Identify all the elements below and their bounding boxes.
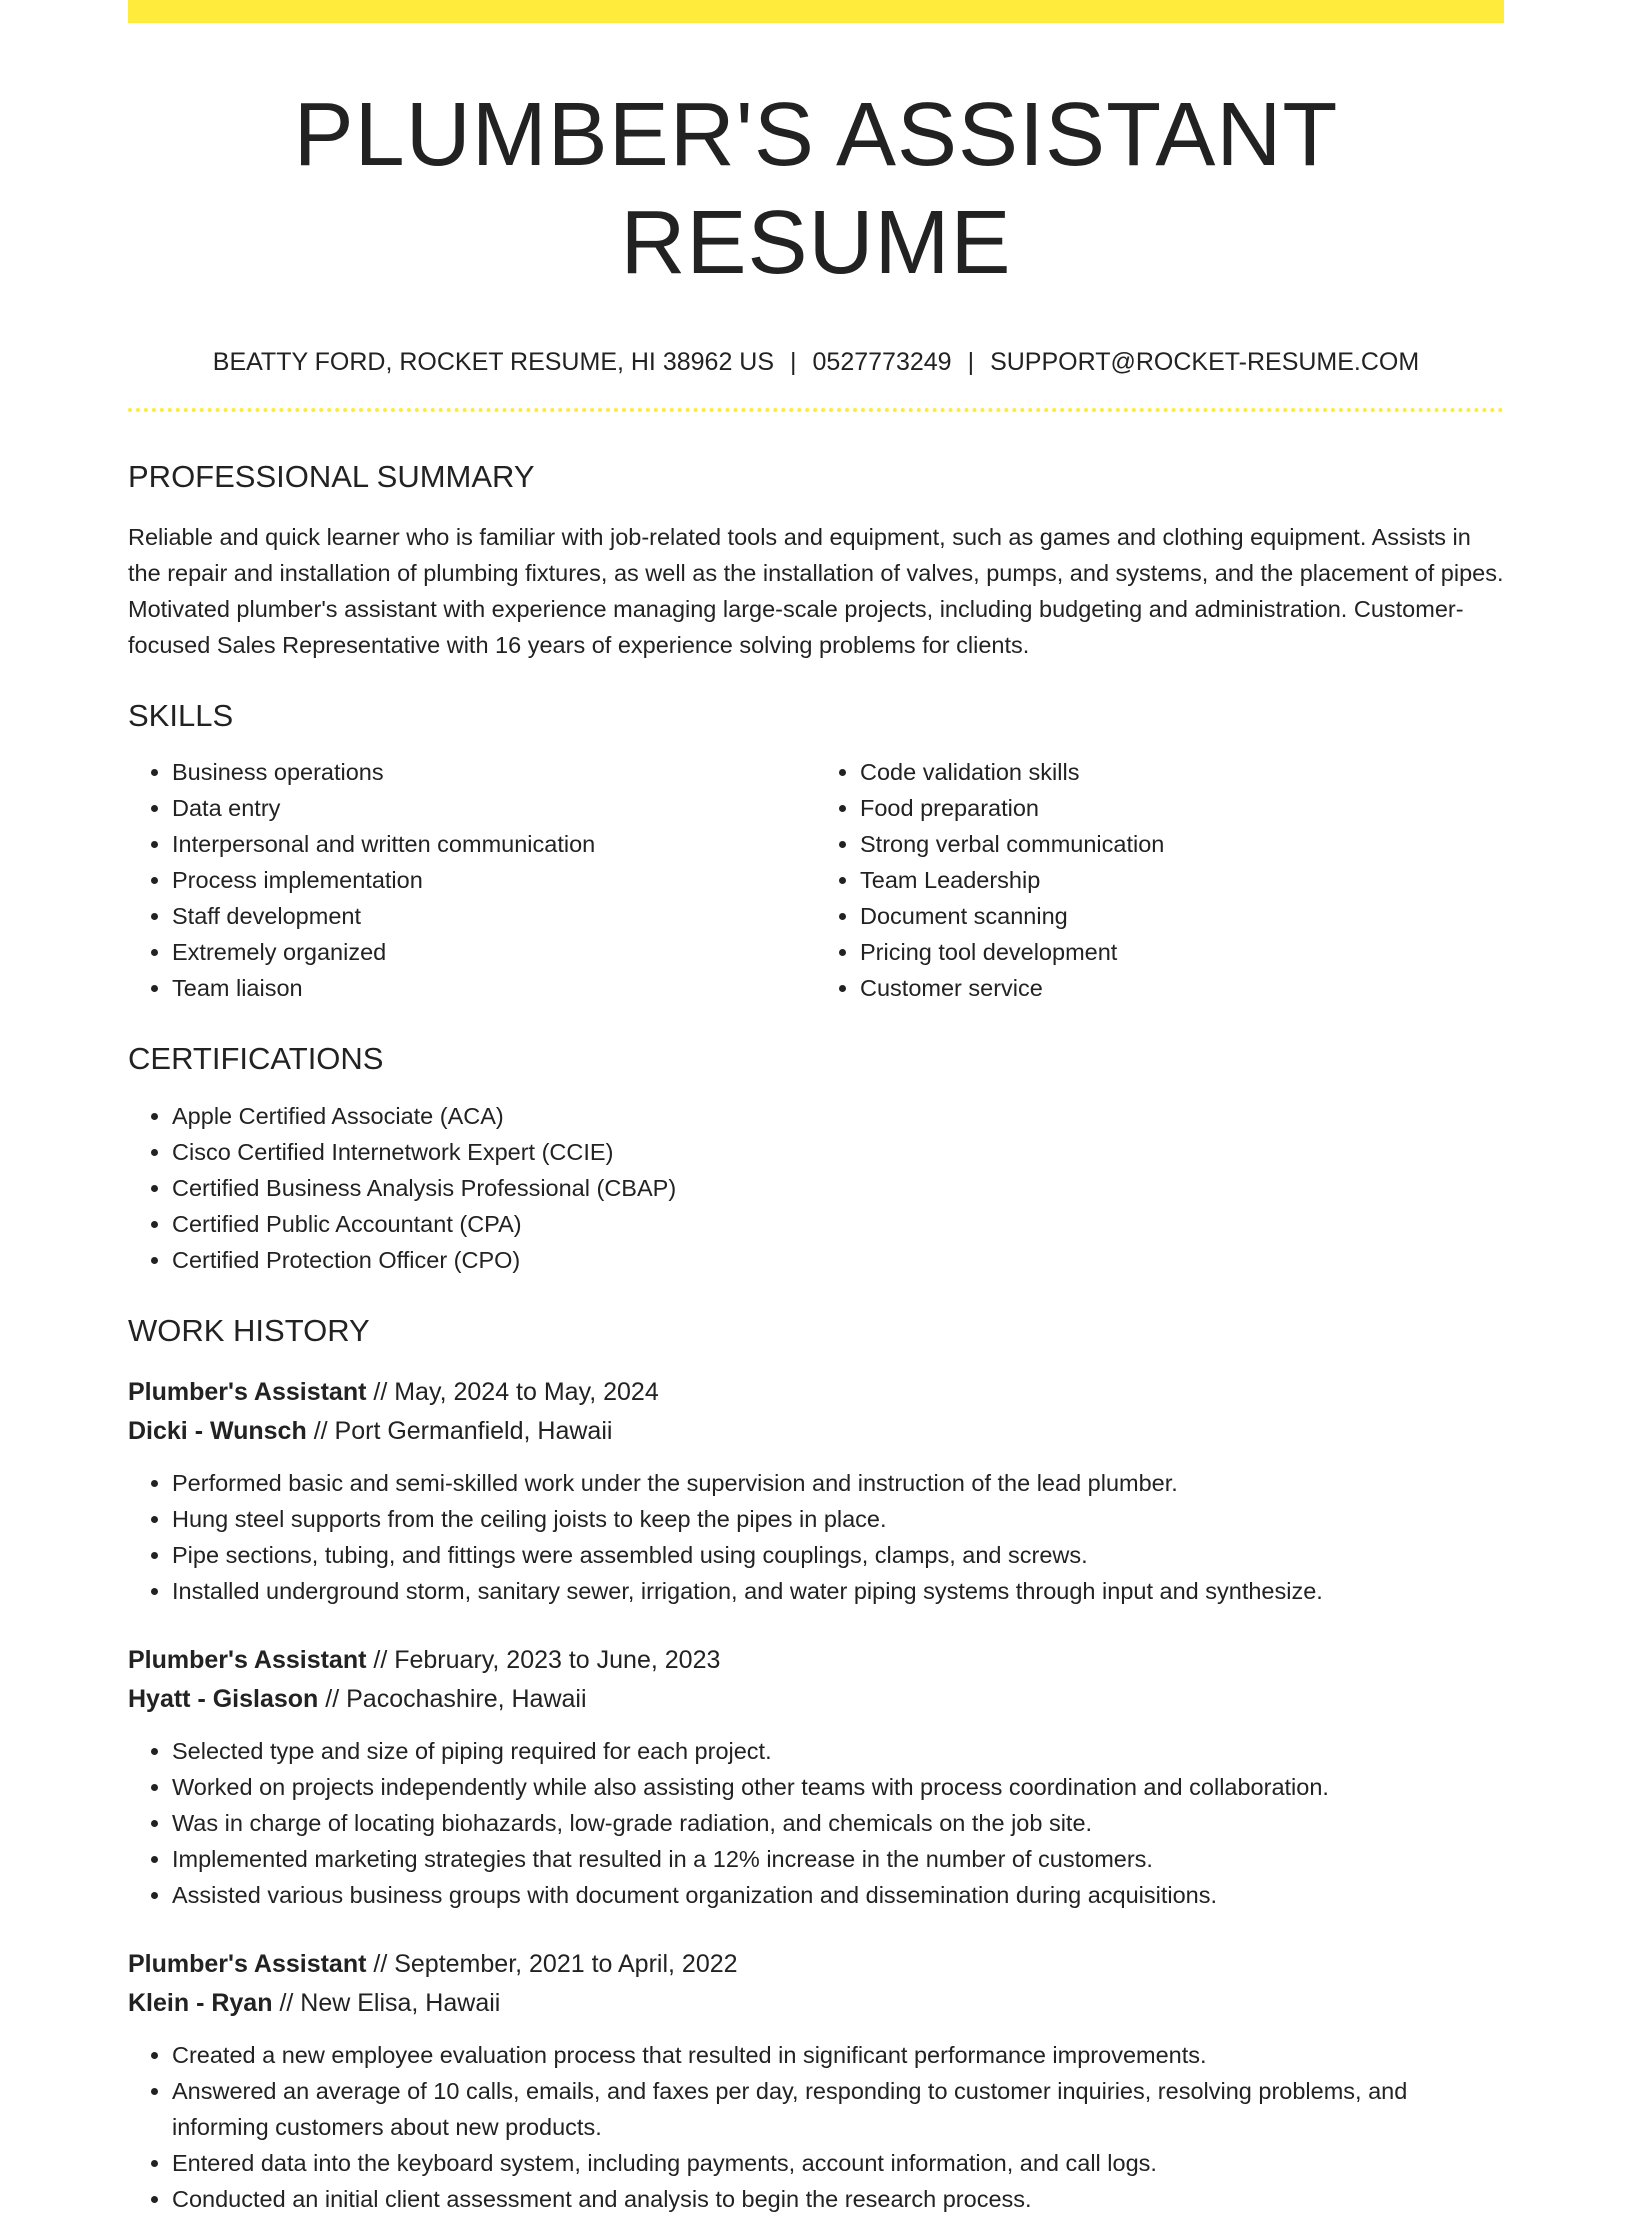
job-entry	[128, 1373, 1504, 1609]
skill-item: • Data entry	[172, 790, 816, 826]
job-location: // Port Germanfield, Hawaii	[313, 1416, 613, 1445]
job-entry	[128, 1641, 1504, 1913]
job-bullets	[128, 1733, 1504, 1913]
skill-item: • Business operations	[172, 754, 816, 790]
job-company: Klein - Ryan	[128, 1988, 273, 2017]
skill-item: • Team liaison	[172, 970, 816, 1006]
certification-item: • Cisco Certified Internetwork Expert (CCIE)	[172, 1134, 1504, 1170]
contact-separator: |	[790, 348, 797, 376]
certifications-heading: CERTIFICATIONS	[128, 1041, 384, 1077]
job-bullets	[128, 1465, 1504, 1609]
skill-item: • Extremely organized	[172, 934, 816, 970]
skill-item: • Strong verbal communication	[860, 826, 1504, 862]
skill-item: • Food preparation	[860, 790, 1504, 826]
job-title-line	[128, 1373, 1504, 1412]
contact-address: BEATTY FORD, ROCKET RESUME, HI 38962 US	[212, 348, 775, 376]
job-title-line	[128, 1945, 1504, 1984]
skill-item: • Team Leadership	[860, 862, 1504, 898]
job-bullet: • Performed basic and semi-skilled work under the supervision and instruction of the lead plumber.	[172, 1465, 1504, 1501]
job-location: // New Elisa, Hawaii	[279, 1988, 501, 2017]
resume-page	[128, 0, 1504, 2217]
job-company: Dicki - Wunsch	[128, 1416, 307, 1445]
job-bullet: • Installed underground storm, sanitary sewer, irrigation, and water piping systems through input and synthesize.	[172, 1573, 1504, 1609]
certification-item: • Certified Protection Officer (CPO)	[172, 1242, 1504, 1278]
job-dates: // September, 2021 to April, 2022	[373, 1949, 738, 1978]
skills-list-right	[816, 754, 1504, 1006]
contact-separator: |	[967, 348, 975, 376]
job-bullet: • Created a new employee evaluation process that resulted in significant performance improvements.	[172, 2037, 1504, 2073]
work-history-heading: WORK HISTORY	[128, 1312, 370, 1348]
job-company-line	[128, 1412, 1504, 1451]
job-bullet: • Conducted an initial client assessment and analysis to begin the research process.	[172, 2181, 1504, 2217]
job-bullet: • Answered an average of 10 calls, emails, and faxes per day, responding to customer inquiries, resolving problems, and informing customers about new products.	[172, 2073, 1504, 2145]
top-accent-bar	[128, 0, 1504, 23]
skill-item: • Staff development	[172, 898, 816, 934]
job-title: Plumber's Assistant	[128, 1645, 367, 1674]
job-bullet: • Assisted various business groups with document organization and dissemination during acquisitions.	[172, 1877, 1504, 1913]
dotted-divider	[128, 408, 1504, 412]
job-bullet: • Selected type and size of piping required for each project.	[172, 1733, 1504, 1769]
job-bullet: • Pipe sections, tubing, and fittings were assembled using couplings, clamps, and screws.	[172, 1537, 1504, 1573]
job-bullet: • Implemented marketing strategies that resulted in a 12% increase in the number of customers.	[172, 1841, 1504, 1877]
job-company-line	[128, 1680, 1504, 1719]
job-bullet: • Hung steel supports from the ceiling joists to keep the pipes in place.	[172, 1501, 1504, 1537]
skill-item: • Code validation skills	[860, 754, 1504, 790]
job-bullet: • Entered data into the keyboard system, including payments, account information, and call logs.	[172, 2145, 1504, 2181]
skill-item: • Process implementation	[172, 862, 816, 898]
job-title: Plumber's Assistant	[128, 1377, 367, 1406]
skill-item: • Pricing tool development	[860, 934, 1504, 970]
job-bullet: • Was in charge of locating biohazards, low-grade radiation, and chemicals on the job site.	[172, 1805, 1504, 1841]
contact-email: SUPPORT@ROCKET-RESUME.COM	[990, 348, 1420, 376]
skills-heading: SKILLS	[128, 698, 234, 734]
job-location: // Pacochashire, Hawaii	[325, 1684, 587, 1713]
job-title: Plumber's Assistant	[128, 1949, 367, 1978]
job-dates: // February, 2023 to June, 2023	[373, 1645, 721, 1674]
summary-text: Reliable and quick learner who is familiar with job-related tools and equipment, such as games and clothing equipment. Assists in the repair and installation of plumbing fixtures, as well as the installation of valves, pumps, and systems, and the placement of pipes. Motivated plumber's assistant with experience managing large-scale projects, including budgeting and administration. Customer-focused Sales Representative with 16 years of experience solving problems for clients.	[128, 524, 1504, 659]
job-dates: // May, 2024 to May, 2024	[373, 1377, 659, 1406]
skill-item: • Customer service	[860, 970, 1504, 1006]
certification-item: • Certified Business Analysis Professional (CBAP)	[172, 1170, 1504, 1206]
skill-item: • Document scanning	[860, 898, 1504, 934]
summary-heading: PROFESSIONAL SUMMARY	[128, 459, 535, 494]
certification-item: • Apple Certified Associate (ACA)	[172, 1098, 1504, 1134]
contact-phone: 0527773249	[812, 348, 952, 376]
page-title: PLUMBER'S ASSISTANT RESUME	[293, 85, 1339, 293]
job-bullet: • Worked on projects independently while also assisting other teams with process coordination and collaboration.	[172, 1769, 1504, 1805]
skills-columns	[128, 734, 1504, 1006]
skills-list-left	[128, 754, 816, 1006]
job-title-line	[128, 1641, 1504, 1680]
job-company: Hyatt - Gislason	[128, 1684, 319, 1713]
job-bullets	[128, 2037, 1504, 2217]
certification-item: • Certified Public Accountant (CPA)	[172, 1206, 1504, 1242]
job-entry	[128, 1945, 1504, 2217]
contact-line	[128, 345, 1504, 380]
job-company-line	[128, 1984, 1504, 2023]
skill-item: • Interpersonal and written communication	[172, 826, 816, 862]
certifications-list	[128, 1098, 1504, 1278]
